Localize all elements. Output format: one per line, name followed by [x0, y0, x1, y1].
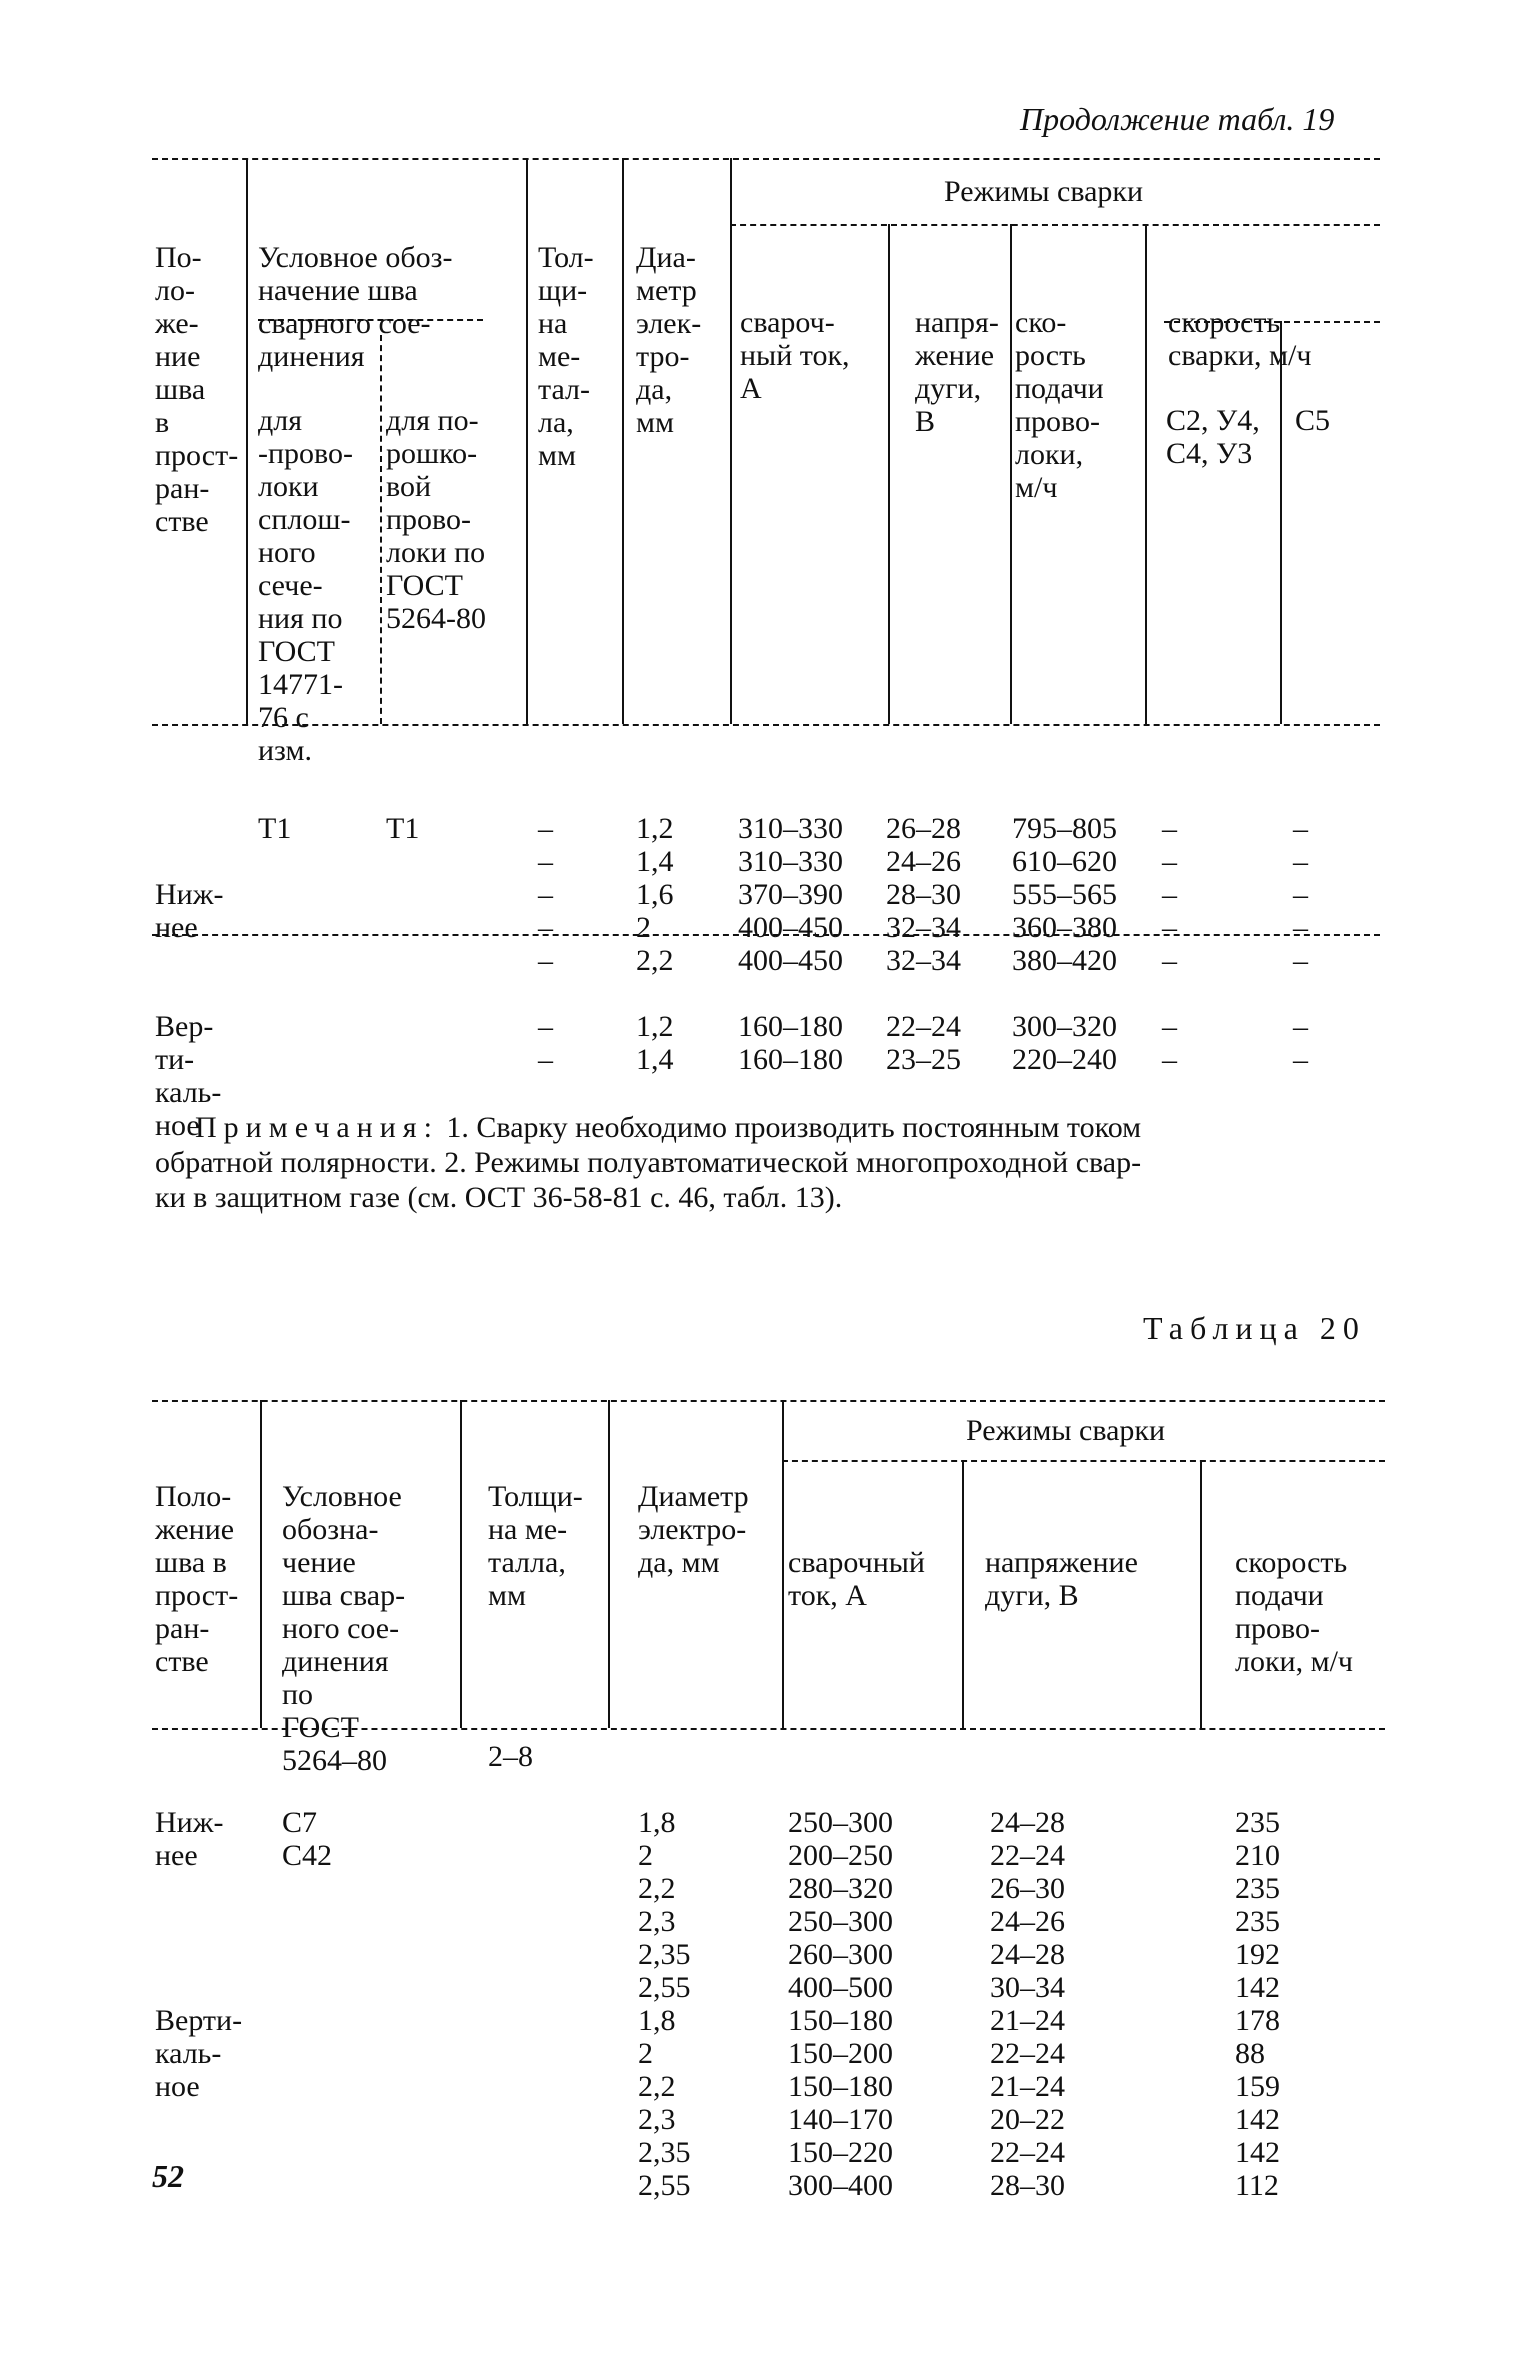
t19-g1-solid: Т1	[258, 812, 292, 845]
t19-header-wire-flux: для по- рошко- вой прово- локи по ГОСТ 5264-80	[386, 404, 486, 635]
t19-header-feed: ско- рость подачи прово- локи, м/ч	[1015, 306, 1104, 504]
table20-top-rule	[152, 1400, 1385, 1402]
t20-header-designation: Условное обозна- чение шва свар- ного сое- динения по ГОСТ 5264–80	[282, 1480, 406, 1777]
t19-g1-flux: Т1	[386, 812, 420, 845]
table19-top-rule	[152, 158, 1380, 160]
t19-g1-position: Ниж- нее	[155, 878, 224, 944]
notes-line-3: ки в защитном газе (см. ОСТ 36-58-81 с. 46, табл. 13).	[155, 1181, 843, 1214]
t19-g2-voltage: 22–24 23–25	[886, 1010, 961, 1076]
t20-header-modes: Режимы сварки	[966, 1414, 1166, 1447]
notes-line-1: 1. Сварку необходимо производить постоянным током	[446, 1111, 1142, 1144]
t19-header-speed-b: С5	[1295, 404, 1331, 437]
page-number: 52	[152, 2158, 184, 2194]
t19-g1-diameter: 1,2 1,4 1,6 2 2,2	[636, 812, 674, 977]
notes-block	[155, 1110, 1385, 1215]
notes-line-2: обратной полярности. 2. Режимы полуавтоматической многопроходной свар-	[155, 1146, 1142, 1179]
t19-header-designation: Условное обоз- начение шва сварного сое- динения	[258, 241, 453, 373]
t19-g1-feed: 795–805 610–620 555–565 360–380 380–420	[1012, 812, 1117, 977]
t19-header-modes: Режимы сварки	[944, 175, 1144, 208]
t19-header-current: свароч- ный ток, А	[740, 306, 850, 405]
table19-vline	[888, 224, 890, 724]
t20-g1-position: Ниж- нее	[155, 1806, 224, 1872]
t19-g2-feed: 300–320 220–240	[1012, 1010, 1117, 1076]
table20-vline	[460, 1400, 462, 1728]
t19-g1-speed-a: – – – – –	[1162, 812, 1177, 977]
t19-g1-speed-b: – – – – –	[1293, 812, 1308, 977]
table20-vline	[1200, 1460, 1202, 1728]
t19-g2-current: 160–180 160–180	[738, 1010, 843, 1076]
table20-vline	[782, 1400, 784, 1728]
table19-vline	[246, 158, 248, 724]
table19-vline	[730, 158, 732, 724]
t19-g2-position: Вер- ти- каль- ное	[155, 1010, 222, 1142]
t20-g2-feed: 178 88 159 142 142 112	[1235, 2004, 1280, 2202]
t20-g1-voltage: 24–28 22–24 26–30 24–26 24–28 30–34	[990, 1806, 1065, 2004]
t20-header-voltage: напряжение дуги, В	[985, 1546, 1138, 1612]
table20-vline	[962, 1460, 964, 1728]
table20-vline	[608, 1400, 610, 1728]
table19-vline	[526, 158, 528, 724]
t19-g1-voltage: 26–28 24–26 28–30 32–34 32–34	[886, 812, 961, 977]
t19-g2-diameter: 1,2 1,4	[636, 1010, 674, 1076]
t19-header-speed: скорость сварки, м/ч	[1168, 306, 1312, 372]
table19-vline	[1010, 224, 1012, 724]
t20-header-feed: скорость подачи прово- локи, м/ч	[1235, 1546, 1354, 1678]
t20-g1-diameter: 1,8 2 2,2 2,3 2,35 2,55	[638, 1806, 691, 2004]
t19-header-voltage: напря- жение дуги, В	[915, 306, 999, 438]
t19-g1-thickness: – – – – –	[538, 812, 553, 977]
t20-g1-current: 250–300 200–250 280–320 250–300 260–300 400–500	[788, 1806, 893, 2004]
t19-header-speed-a: С2, У4, С4, У3	[1166, 404, 1260, 470]
table20-title: Таблица 20	[1143, 1310, 1366, 1346]
t19-header-position: По- ло- же- ние шва в прост- ран- стве	[155, 241, 239, 538]
t20-g1-designation: С7 С42	[282, 1806, 333, 1872]
t20-header-thickness: Толщи- на ме- талла, мм	[488, 1480, 583, 1612]
t19-g2-speed-a: – –	[1162, 1010, 1177, 1076]
t19-g2-speed-b: – –	[1293, 1010, 1308, 1076]
t20-header-diameter: Диаметр электро- да, мм	[638, 1480, 749, 1579]
t19-g2-thickness: – –	[538, 1010, 553, 1076]
notes-label: Примечания:	[195, 1111, 439, 1144]
table19-modes-rule	[730, 224, 1380, 226]
t20-g2-current: 150–180 150–200 150–180 140–170 150–220 300–400	[788, 2004, 893, 2202]
t20-g2-diameter: 1,8 2 2,2 2,3 2,35 2,55	[638, 2004, 691, 2202]
t20-g1-thickness: 2–8	[488, 1740, 533, 1773]
table20-vline	[260, 1400, 262, 1728]
t20-g1-feed: 235 210 235 235 192 142	[1235, 1806, 1280, 2004]
t19-header-wire-solid: для -прово- локи сплош- ного сече- ния по ГОСТ 14771- 76 с изм.	[258, 404, 353, 767]
table19-vline	[622, 158, 624, 724]
t20-header-current: сварочный ток, А	[788, 1546, 925, 1612]
t20-g2-voltage: 21–24 22–24 21–24 20–22 22–24 28–30	[990, 2004, 1065, 2202]
t19-header-thickness: Тол- щи- на ме- тал- ла, мм	[538, 241, 594, 472]
continuation-label: Продолжение табл. 19	[1020, 101, 1335, 137]
t20-g2-position: Верти- каль- ное	[155, 2004, 243, 2103]
t19-g1-current: 310–330 310–330 370–390 400–450 400–450	[738, 812, 843, 977]
t19-header-diameter: Диа- метр элек- тро- да, мм	[636, 241, 702, 439]
t20-header-position: Поло- жение шва в прост- ран- стве	[155, 1480, 239, 1678]
table19-vline	[1145, 224, 1147, 724]
table20-modes-rule	[782, 1460, 1385, 1462]
